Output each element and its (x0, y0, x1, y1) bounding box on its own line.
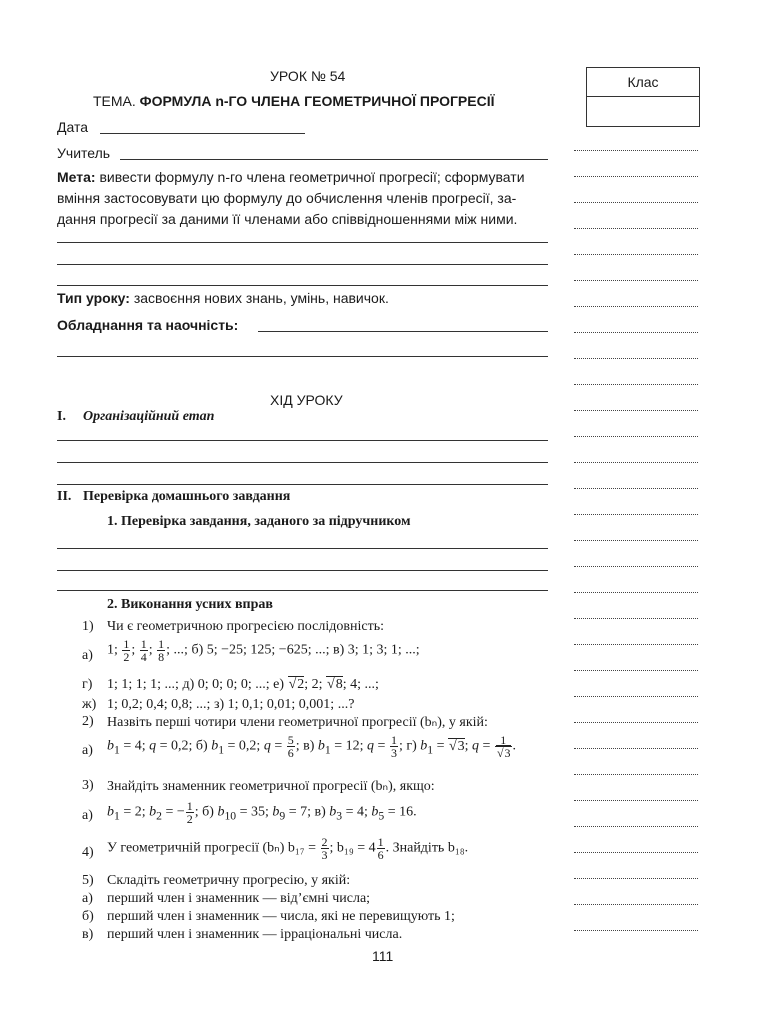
equipment-line-1[interactable] (258, 331, 548, 332)
section-1-line-2[interactable] (57, 462, 548, 463)
q1g-math: 1; 1; 1; 1; ...; д) 0; 0; 0; 0; ...; е) √ 2; 2; √ 8; 4; ...; (107, 677, 379, 693)
q1a-math: 1; $\frac{1}{2}$ ; $\frac{1}{4}$ ; $\frac{1}{8}$ ; ...; б) 5; −25; 125; −625; ...; в) 3; 1; 3; 1; ...; (107, 637, 420, 664)
q3-number: 3) (82, 778, 94, 793)
q5-text: Складіть геометричну прогресію, у якій: (107, 873, 351, 888)
equipment-label: Обладнання та наочність: (57, 317, 239, 333)
subsection-1-line-1[interactable] (57, 548, 548, 549)
date-line[interactable] (100, 133, 305, 134)
lesson-number: УРОК № 54 (270, 68, 346, 84)
section-1-title: Організаційний етап (83, 409, 215, 424)
topic-title: ФОРМУЛА n-ГО ЧЛЕНА ГЕОМЕТРИЧНОЇ ПРОГРЕСІЇ (139, 93, 495, 109)
teacher-label: Учитель (57, 145, 111, 161)
q2-number: 2) (82, 714, 94, 729)
q2a-label: а) (82, 743, 93, 758)
type-text: засвоєння нових знань, умінь, навичок. (133, 290, 389, 306)
goal-line-3[interactable] (57, 285, 548, 286)
section-1-line-1[interactable] (57, 440, 548, 441)
q4-text: У геометричній прогресії (bₙ) b₁₇ = $\frac{2}{3}$ ; b₁₉ = 4 $\frac{1}{6}$ . Знайдіть b₁₈. (107, 835, 469, 862)
q4-part-a: У геометричній прогресії (bₙ) b₁₇ = (107, 840, 317, 856)
topic-line (93, 93, 494, 109)
q1zh-math: 1; 0,2; 0,4; 0,8; ...; з) 1; 0,1; 0,01; 0,001; ...? (107, 697, 355, 712)
q1-text: Чи є геометричною прогресією послідовність: (107, 619, 384, 634)
q2-text: Назвіть перші чотири члени геометричної прогресії (bₙ), у якій: (107, 715, 488, 730)
class-label: Клас (587, 68, 699, 97)
goal-line-1[interactable] (57, 242, 548, 243)
q1g-label: г) (82, 677, 93, 692)
q4-part-c: . Знайдіть b₁₈. (385, 840, 469, 856)
q2a-math: $b_1 = 4$; q = 0,2; б) $b_1 = 0,2$; q = $\frac{5}{6}$ ; в) $b_1 = 12$; q = $\frac{1}{3}$ ; г) $b_1$ = √ 3; q = 1 √ 3 . (107, 734, 516, 759)
section-2-title: Перевірка домашнього завдання (83, 489, 291, 504)
q5b-label: б) (82, 909, 94, 924)
q5c-label: в) (82, 927, 94, 942)
q5-number: 5) (82, 873, 94, 888)
subsection-1: 1. Перевірка завдання, заданого за підручником (107, 514, 411, 529)
q5a-text: перший член і знаменник — від’ємні числа; (107, 891, 371, 906)
type-label: Тип уроку: (57, 290, 130, 306)
topic-prefix: ТЕМА. (93, 93, 136, 109)
section-1 (57, 409, 214, 425)
goal-block (57, 167, 557, 230)
section-2 (57, 489, 290, 505)
goal-line-2[interactable] (57, 264, 548, 265)
q3-text: Знайдіть знаменник геометричної прогресії (bₙ), якщо: (107, 779, 435, 794)
goal-text-1: вивести формулу n-го члена геометричної прогресії; сформувати (99, 169, 525, 185)
subsection-1-line-2[interactable] (57, 570, 548, 571)
course-title: ХІД УРОКУ (270, 392, 343, 408)
subsection-2: 2. Виконання усних вправ (107, 597, 273, 612)
q1a-label: а) (82, 648, 93, 663)
teacher-line[interactable] (120, 159, 548, 160)
goal-text-3: дання прогресії за даними її членами або співвідношеннями між ними. (57, 211, 518, 227)
equipment-line-2[interactable] (57, 356, 548, 357)
class-box (586, 67, 700, 127)
page-number: 111 (372, 948, 394, 964)
subsection-1-line-3[interactable] (57, 590, 548, 591)
q4-part-b: ; b₁₉ = 4 (329, 840, 376, 856)
goal-text-2: вміння застосовувати цю формулу до обчислення членів прогресії, за- (57, 190, 517, 206)
q5a-label: а) (82, 891, 93, 906)
q4-number: 4) (82, 845, 94, 860)
q1-number: 1) (82, 619, 94, 634)
section-1-line-3[interactable] (57, 484, 548, 485)
q5c-text: перший член і знаменник — ірраціональні числа. (107, 927, 403, 942)
q1zh-label: ж) (82, 697, 97, 712)
lesson-type (57, 290, 389, 306)
q3a-math: $b_1 = 2$; $b_2$ = − $\frac{1}{2}$ ; б) $b_{10} = 35$; $b_9 = 7$; в) $b_3 = 4$; $b_5 = 16$. (107, 799, 417, 826)
goal-label: Мета: (57, 169, 96, 185)
section-1-num: I. (57, 409, 66, 424)
date-label: Дата (57, 119, 89, 135)
q5b-text: перший член і знаменник — числа, які не перевищують 1; (107, 909, 455, 924)
section-2-num: II. (57, 489, 72, 504)
q3a-label: а) (82, 808, 93, 823)
